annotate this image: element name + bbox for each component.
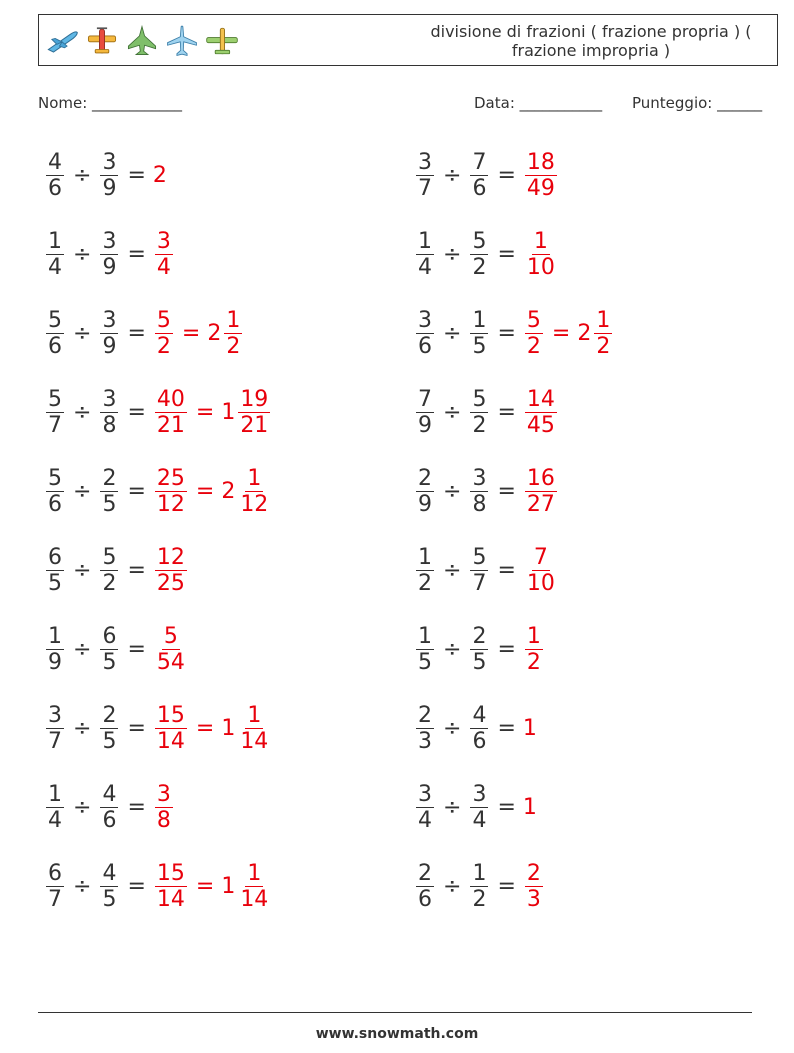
divide-sign: ÷ <box>443 478 462 504</box>
divisor-fraction <box>100 466 118 517</box>
answer <box>153 229 175 280</box>
mixed-fraction <box>238 387 270 438</box>
denominator: 14 <box>156 728 185 754</box>
worksheet-title: divisione di frazioni ( frazione propria ) ( frazione impropria ) <box>430 22 752 60</box>
numerator: 5 <box>163 623 178 649</box>
numerator: 2 <box>418 465 432 491</box>
divisor-fraction <box>100 150 118 201</box>
divisor-fraction <box>470 703 488 754</box>
denominator: 6 <box>418 886 432 912</box>
dividend-fraction <box>416 150 434 201</box>
denominator: 5 <box>472 649 487 675</box>
mixed-whole: 1 <box>221 715 236 741</box>
divisor-fraction <box>100 229 118 280</box>
equals-sign: = <box>497 241 516 267</box>
equals-sign: = <box>497 873 516 899</box>
numerator: 5 <box>48 465 62 491</box>
divisor-fraction <box>100 624 118 675</box>
numerator: 1 <box>247 465 262 491</box>
denominator: 9 <box>418 491 432 517</box>
dividend-fraction <box>46 861 64 912</box>
divide-sign: ÷ <box>443 636 462 662</box>
equals-sign: = <box>181 320 201 346</box>
equals-sign: = <box>195 873 215 899</box>
dividend-fraction <box>46 150 64 201</box>
dividend-fraction <box>46 624 64 675</box>
problem-item <box>414 303 614 363</box>
equals-sign: = <box>127 478 146 504</box>
mixed-whole: 1 <box>221 399 236 425</box>
denominator: 3 <box>418 728 432 754</box>
answer-fraction <box>155 466 187 517</box>
denominator: 4 <box>418 254 432 280</box>
divisor-fraction <box>470 545 488 596</box>
answer-fraction <box>525 545 557 596</box>
problem-item <box>414 145 559 205</box>
denominator: 14 <box>240 728 269 754</box>
answer <box>153 466 272 517</box>
problem-item <box>414 382 559 442</box>
denominator: 8 <box>102 412 117 438</box>
denominator: 6 <box>472 728 487 754</box>
denominator: 5 <box>418 649 432 675</box>
numerator: 4 <box>102 860 117 886</box>
answer <box>523 466 559 517</box>
divide-sign: ÷ <box>73 320 92 346</box>
numerator: 5 <box>472 544 487 570</box>
denominator: 2 <box>156 333 171 359</box>
denominator: 2 <box>472 412 487 438</box>
propeller-plane-icon <box>85 24 119 58</box>
numerator: 3 <box>472 465 487 491</box>
denominator: 2 <box>472 886 487 912</box>
divide-sign: ÷ <box>73 478 92 504</box>
numerator: 25 <box>156 465 185 491</box>
answer-whole: 2 <box>152 162 167 188</box>
denominator: 4 <box>418 807 432 833</box>
numerator: 3 <box>48 702 62 728</box>
numerator: 6 <box>48 544 62 570</box>
denominator: 6 <box>102 807 117 833</box>
dividend-fraction <box>46 782 64 833</box>
problem-item <box>414 777 537 837</box>
equals-sign: = <box>497 320 516 346</box>
divisor-fraction <box>470 861 488 912</box>
numerator: 40 <box>156 386 185 412</box>
answer <box>523 861 545 912</box>
denominator: 7 <box>48 886 62 912</box>
numerator: 7 <box>472 149 487 175</box>
numerator: 5 <box>472 228 487 254</box>
divide-sign: ÷ <box>443 873 462 899</box>
denominator: 10 <box>526 570 555 596</box>
name-field: Nome: ____________ <box>38 94 183 112</box>
divisor-fraction <box>100 308 118 359</box>
answer <box>523 716 537 741</box>
denominator: 12 <box>156 491 185 517</box>
mixed-fraction <box>594 308 612 359</box>
denominator: 2 <box>526 649 541 675</box>
numerator: 16 <box>526 465 555 491</box>
answer-fraction <box>525 387 557 438</box>
answer-fraction <box>155 624 187 675</box>
mixed-whole: 1 <box>221 873 236 899</box>
numerator: 4 <box>102 781 117 807</box>
mixed-fraction <box>238 466 270 517</box>
equals-sign: = <box>551 320 571 346</box>
footer-divider <box>38 1012 752 1013</box>
dividend-fraction <box>416 308 434 359</box>
divisor-fraction <box>100 861 118 912</box>
answer <box>153 545 189 596</box>
dividend-fraction <box>46 387 64 438</box>
mixed-whole: 2 <box>577 320 592 346</box>
jet-plane-icon <box>45 24 79 58</box>
problem-item <box>44 382 272 442</box>
problem-item <box>414 461 559 521</box>
problem-item <box>44 856 272 916</box>
answer <box>153 703 272 754</box>
mixed-whole: 2 <box>207 320 222 346</box>
answer <box>153 861 272 912</box>
denominator: 5 <box>102 649 117 675</box>
numerator: 1 <box>472 860 487 886</box>
dividend-fraction <box>416 466 434 517</box>
numerator: 5 <box>102 544 117 570</box>
numerator: 3 <box>102 386 117 412</box>
denominator: 5 <box>472 333 487 359</box>
numerator: 15 <box>156 702 185 728</box>
answer-fraction <box>525 624 543 675</box>
problem-item <box>44 224 175 284</box>
equals-sign: = <box>497 162 516 188</box>
mixed-fraction <box>224 308 242 359</box>
numerator: 6 <box>102 623 117 649</box>
divide-sign: ÷ <box>73 636 92 662</box>
numerator: 15 <box>156 860 185 886</box>
denominator: 3 <box>526 886 541 912</box>
problem-item <box>44 777 175 837</box>
answer <box>153 782 175 833</box>
denominator: 2 <box>596 333 611 359</box>
answer <box>523 150 559 201</box>
problem-item <box>44 145 167 205</box>
answer-fraction <box>525 308 543 359</box>
date-field: Data: ___________ <box>474 94 603 112</box>
dividend-fraction <box>416 229 434 280</box>
numerator: 1 <box>48 781 62 807</box>
denominator: 21 <box>156 412 185 438</box>
answer-fraction <box>155 861 187 912</box>
answer <box>153 163 167 188</box>
numerator: 3 <box>418 149 432 175</box>
footer-url: www.snowmath.com <box>315 1026 479 1042</box>
denominator: 14 <box>156 886 185 912</box>
denominator: 4 <box>156 254 171 280</box>
numerator: 7 <box>418 386 432 412</box>
problem-item <box>414 619 545 679</box>
numerator: 1 <box>526 623 541 649</box>
problem-item <box>414 224 559 284</box>
numerator: 3 <box>102 149 117 175</box>
denominator: 6 <box>48 333 62 359</box>
answer-whole: 1 <box>522 794 537 820</box>
answer-fraction <box>525 229 557 280</box>
numerator: 1 <box>247 860 262 886</box>
equals-sign: = <box>497 794 516 820</box>
answer <box>523 545 559 596</box>
equals-sign: = <box>127 162 146 188</box>
numerator: 7 <box>533 544 548 570</box>
answer <box>523 229 559 280</box>
equals-sign: = <box>195 478 215 504</box>
equals-sign: = <box>127 794 146 820</box>
mixed-whole: 2 <box>221 478 236 504</box>
numerator: 1 <box>418 228 432 254</box>
denominator: 14 <box>240 886 269 912</box>
denominator: 5 <box>102 886 117 912</box>
numerator: 1 <box>596 307 611 333</box>
denominator: 4 <box>48 254 62 280</box>
dividend-fraction <box>416 545 434 596</box>
denominator: 4 <box>48 807 62 833</box>
answer-fraction <box>525 861 543 912</box>
numerator: 3 <box>156 781 171 807</box>
dividend-fraction <box>46 229 64 280</box>
divisor-fraction <box>100 387 118 438</box>
answer-whole: 1 <box>522 715 537 741</box>
denominator: 9 <box>418 412 432 438</box>
divisor-fraction <box>470 229 488 280</box>
denominator: 21 <box>240 412 269 438</box>
dividend-fraction <box>416 782 434 833</box>
dividend-fraction <box>416 861 434 912</box>
answer-fraction <box>155 545 187 596</box>
answer-fraction <box>155 229 173 280</box>
numerator: 3 <box>418 307 432 333</box>
denominator: 4 <box>472 807 487 833</box>
answer-fraction <box>155 308 173 359</box>
dividend-fraction <box>46 308 64 359</box>
denominator: 25 <box>156 570 185 596</box>
numerator: 3 <box>472 781 487 807</box>
divide-sign: ÷ <box>443 241 462 267</box>
divisor-fraction <box>100 545 118 596</box>
divide-sign: ÷ <box>73 162 92 188</box>
denominator: 6 <box>418 333 432 359</box>
numerator: 1 <box>48 228 62 254</box>
denominator: 6 <box>48 175 62 201</box>
numerator: 14 <box>526 386 555 412</box>
denominator: 8 <box>156 807 171 833</box>
denominator: 10 <box>526 254 555 280</box>
denominator: 5 <box>102 728 117 754</box>
numerator: 19 <box>240 386 269 412</box>
equals-sign: = <box>127 241 146 267</box>
numerator: 5 <box>526 307 541 333</box>
denominator: 5 <box>102 491 117 517</box>
equals-sign: = <box>127 557 146 583</box>
denominator: 9 <box>102 333 117 359</box>
numerator: 5 <box>48 307 62 333</box>
denominator: 2 <box>472 254 487 280</box>
equals-sign: = <box>497 715 516 741</box>
denominator: 6 <box>472 175 487 201</box>
problem-item <box>414 698 537 758</box>
denominator: 9 <box>102 175 117 201</box>
numerator: 1 <box>226 307 241 333</box>
denominator: 9 <box>48 649 62 675</box>
answer-fraction <box>155 703 187 754</box>
numerator: 3 <box>102 307 117 333</box>
equals-sign: = <box>127 636 146 662</box>
denominator: 5 <box>48 570 62 596</box>
numerator: 3 <box>102 228 117 254</box>
equals-sign: = <box>195 399 215 425</box>
answer <box>523 624 545 675</box>
denominator: 2 <box>526 333 541 359</box>
dividend-fraction <box>416 387 434 438</box>
numerator: 1 <box>472 307 487 333</box>
dividend-fraction <box>46 545 64 596</box>
worksheet-header <box>38 14 778 66</box>
answer <box>153 308 244 359</box>
equals-sign: = <box>127 399 146 425</box>
fighter-jet-icon <box>125 24 159 58</box>
denominator: 7 <box>48 412 62 438</box>
divisor-fraction <box>470 387 488 438</box>
mixed-fraction <box>238 861 270 912</box>
answer-fraction <box>525 150 557 201</box>
denominator: 7 <box>48 728 62 754</box>
problem-item <box>44 698 272 758</box>
divisor-fraction <box>470 782 488 833</box>
divide-sign: ÷ <box>443 715 462 741</box>
problem-item <box>414 856 545 916</box>
equals-sign: = <box>127 873 146 899</box>
divide-sign: ÷ <box>443 399 462 425</box>
numerator: 2 <box>526 860 541 886</box>
numerator: 1 <box>48 623 62 649</box>
numerator: 2 <box>418 702 432 728</box>
denominator: 54 <box>156 649 185 675</box>
equals-sign: = <box>497 636 516 662</box>
divisor-fraction <box>470 624 488 675</box>
divide-sign: ÷ <box>73 715 92 741</box>
denominator: 7 <box>472 570 487 596</box>
equals-sign: = <box>497 478 516 504</box>
numerator: 1 <box>533 228 548 254</box>
score-field: Punteggio: ______ <box>632 94 763 112</box>
denominator: 45 <box>526 412 555 438</box>
divide-sign: ÷ <box>443 320 462 346</box>
numerator: 2 <box>418 860 432 886</box>
numerator: 6 <box>48 860 62 886</box>
numerator: 18 <box>526 149 555 175</box>
answer <box>523 795 537 820</box>
icon-strip <box>45 21 239 61</box>
denominator: 12 <box>240 491 269 517</box>
numerator: 2 <box>102 465 117 491</box>
answer-fraction <box>155 387 187 438</box>
divide-sign: ÷ <box>73 399 92 425</box>
numerator: 3 <box>418 781 432 807</box>
divide-sign: ÷ <box>73 557 92 583</box>
problem-item <box>44 303 244 363</box>
problem-item <box>44 540 189 600</box>
denominator: 27 <box>526 491 555 517</box>
divide-sign: ÷ <box>73 794 92 820</box>
numerator: 1 <box>418 623 432 649</box>
dividend-fraction <box>46 703 64 754</box>
denominator: 2 <box>102 570 117 596</box>
answer <box>523 308 614 359</box>
answer-fraction <box>155 782 173 833</box>
equals-sign: = <box>127 715 146 741</box>
numerator: 5 <box>48 386 62 412</box>
divisor-fraction <box>100 782 118 833</box>
divisor-fraction <box>470 150 488 201</box>
dividend-fraction <box>46 466 64 517</box>
divide-sign: ÷ <box>73 241 92 267</box>
numerator: 5 <box>156 307 171 333</box>
denominator: 9 <box>102 254 117 280</box>
numerator: 4 <box>48 149 62 175</box>
answer <box>153 624 189 675</box>
denominator: 6 <box>48 491 62 517</box>
numerator: 1 <box>247 702 262 728</box>
answer-fraction <box>525 466 557 517</box>
numerator: 2 <box>102 702 117 728</box>
divide-sign: ÷ <box>73 873 92 899</box>
problem-item <box>44 461 272 521</box>
denominator: 49 <box>526 175 555 201</box>
divisor-fraction <box>470 466 488 517</box>
airliner-icon <box>165 24 199 58</box>
problem-item <box>44 619 189 679</box>
divide-sign: ÷ <box>443 794 462 820</box>
equals-sign: = <box>127 320 146 346</box>
divisor-fraction <box>100 703 118 754</box>
equals-sign: = <box>497 399 516 425</box>
numerator: 3 <box>156 228 171 254</box>
answer <box>153 387 272 438</box>
numerator: 4 <box>472 702 487 728</box>
equals-sign: = <box>195 715 215 741</box>
biplane-icon <box>205 24 239 58</box>
denominator: 2 <box>418 570 432 596</box>
dividend-fraction <box>416 624 434 675</box>
dividend-fraction <box>416 703 434 754</box>
denominator: 2 <box>226 333 241 359</box>
divide-sign: ÷ <box>443 162 462 188</box>
problem-item <box>414 540 559 600</box>
denominator: 8 <box>472 491 487 517</box>
divide-sign: ÷ <box>443 557 462 583</box>
numerator: 1 <box>418 544 432 570</box>
divisor-fraction <box>470 308 488 359</box>
denominator: 7 <box>418 175 432 201</box>
equals-sign: = <box>497 557 516 583</box>
mixed-fraction <box>238 703 270 754</box>
numerator: 12 <box>156 544 185 570</box>
numerator: 5 <box>472 386 487 412</box>
numerator: 2 <box>472 623 487 649</box>
answer <box>523 387 559 438</box>
